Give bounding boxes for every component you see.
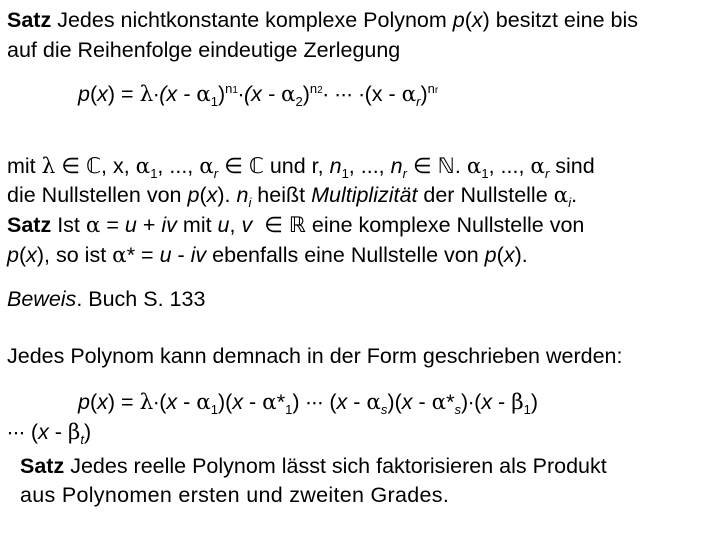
complex-set-symbol: ℂ: [248, 154, 264, 178]
theorem1-line1: Satz Jedes nichtkonstante komplexe Polynom p(x) besitzt eine bis: [7, 8, 639, 32]
subscript: s: [454, 402, 461, 417]
text: .: [454, 154, 467, 178]
text: ).: [514, 243, 528, 267]
explain-line2: die Nullstellen von p(x). $n_i$ heißt Multiplizität der Nullstelle $\alpha_i$.: [7, 183, 578, 210]
math-p: p: [452, 8, 465, 32]
alpha-symbol: α: [280, 82, 296, 107]
theorem2-line1: Satz Ist α = u + iv mit u, v ∈ ℝ eine komplexe Nullstelle von: [7, 213, 585, 238]
math-u: u: [159, 243, 172, 267]
theorem3-line2: aus Polynomen ersten und zweiten Grades.: [20, 483, 450, 507]
complex-set-symbol: ℂ: [85, 154, 101, 178]
math-p: p: [78, 390, 90, 414]
math-n: n: [236, 183, 249, 207]
ellipsis-dots: ∙∙∙: [305, 390, 324, 414]
beta-symbol: β: [511, 390, 524, 415]
alpha-symbol: α: [135, 154, 151, 179]
element-of-symbol: ∈: [61, 154, 80, 178]
text: heißt: [251, 183, 312, 207]
factor-open: (x -: [159, 82, 197, 106]
equals: ) =: [107, 82, 140, 106]
formula2-line1: $p(x) = \lambda\cdot(x - \alpha_1)(x - \alpha*_1)$ ∙∙∙ $(x - \alpha_s)(x - \alpha*_s)\cdot(x - \beta_1)$: [78, 390, 539, 417]
alpha-symbol: α: [199, 154, 214, 179]
subscript: r: [416, 94, 421, 109]
math-iv: iv: [190, 243, 207, 267]
dot-operator: ∙: [237, 82, 244, 106]
subscript: i: [568, 195, 572, 210]
subscript: s: [380, 402, 388, 417]
subscript: 2: [295, 94, 303, 109]
math-n: n: [329, 154, 342, 178]
conjugate-star: *: [126, 243, 136, 267]
subscript: r: [213, 166, 219, 181]
conjugate-star: *: [446, 390, 455, 414]
exponent: n: [225, 81, 233, 96]
lambda-symbol: λ: [139, 82, 154, 107]
formula1: $p(x) = \lambda\cdot(x - \alpha_1)^{n1}\cdot(x - \alpha_2)^{n2}\cdot$ ∙∙∙ $\cdot(x - \alpha_r)^{nr}$: [78, 81, 439, 109]
alpha-symbol: α: [262, 390, 277, 415]
ellipsis-dots: ∙∙∙: [7, 420, 25, 444]
alpha-symbol: α: [431, 390, 447, 415]
factor-open: (x -: [243, 82, 281, 106]
plus: +: [136, 213, 162, 237]
alpha-symbol: α: [401, 82, 417, 107]
theorem2-label: Satz: [7, 213, 52, 237]
math-x: x: [97, 390, 108, 414]
math-p: p: [7, 243, 19, 267]
subscript: 1: [210, 402, 218, 417]
theorem1-label: Satz: [7, 8, 52, 32]
beta-symbol: β: [67, 420, 81, 445]
alpha-symbol: α: [112, 243, 127, 268]
text: .: [571, 183, 578, 207]
alpha-symbol: α: [466, 154, 482, 179]
text: ), so ist: [36, 243, 113, 267]
math-x: x: [26, 243, 37, 267]
alpha-symbol: α: [553, 183, 569, 208]
math-n: n: [390, 154, 403, 178]
text: Jedes reelle Polynom lässt sich faktorisieren als Produkt: [64, 454, 607, 478]
text: , ...,: [348, 154, 391, 178]
text: mit: [7, 154, 42, 178]
subscript: r: [402, 166, 407, 181]
math-iv: iv: [161, 213, 177, 237]
element-of-symbol: ∈: [412, 154, 432, 178]
exponent-subscript: 1: [232, 85, 238, 96]
paren-close: ): [302, 82, 310, 106]
math-p: p: [484, 243, 497, 267]
term-multiplicity: Multiplizität: [311, 183, 418, 207]
math-v: v: [241, 213, 253, 237]
conjugate-star: *: [276, 390, 286, 414]
text: ebenfalls eine Nullstelle von: [206, 243, 485, 267]
dot-operator: ∙: [358, 82, 365, 106]
text: ).: [217, 183, 237, 207]
theorem1-text-end: ) besitzt eine bis: [482, 8, 639, 32]
math-x: x: [206, 183, 218, 207]
theorem2-line2: p(x), so ist α* = u - iv ebenfalls eine Nullstelle von p(x).: [7, 243, 528, 268]
text: , ...,: [488, 154, 531, 178]
exponent-subscript: r: [434, 85, 439, 96]
text: der Nullstelle: [417, 183, 554, 207]
subscript: 1: [523, 402, 531, 417]
theorem1-line2: auf die Reihenfolge eindeutige Zerlegung: [7, 38, 401, 62]
subscript: i: [248, 195, 252, 210]
element-of-symbol: ∈: [224, 154, 243, 178]
ellipsis-dots: ∙∙∙: [334, 82, 353, 106]
real-set-symbol: ℝ: [288, 213, 306, 237]
exponent-subscript: 2: [317, 85, 323, 96]
text: die Nullstellen von: [7, 183, 188, 207]
text: und r,: [263, 154, 330, 178]
proof-line: [7, 285, 205, 313]
math-x: x: [503, 243, 515, 267]
theorem3-label: Satz: [20, 454, 65, 478]
equals: =: [135, 243, 160, 267]
element-of-symbol: ∈: [264, 213, 283, 237]
lambda-symbol: λ: [139, 390, 154, 415]
alpha-symbol: α: [196, 82, 211, 107]
paren-close: ): [217, 82, 226, 106]
text: sind: [549, 154, 595, 178]
factor-open: (x -: [364, 82, 402, 106]
subscript: 1: [481, 166, 489, 181]
dot-operator: ∙: [153, 82, 160, 106]
theorem3-line1: [20, 452, 607, 480]
dot-operator: ∙: [322, 82, 329, 106]
subscript: 1: [341, 166, 349, 181]
text: , x,: [101, 154, 136, 178]
explain-line1: [7, 152, 595, 181]
math-u: u: [124, 213, 137, 237]
equals: ) =: [107, 390, 140, 414]
subscript: 1: [150, 166, 158, 181]
subscript: r: [544, 166, 550, 181]
factor-intro: Jedes Polynom kann demnach in der Form geschrieben werden:: [7, 344, 623, 368]
alpha-symbol: α: [85, 213, 101, 238]
dot-operator: ∙: [468, 390, 475, 414]
formula2-line2: ∙∙∙ $(x - \beta_t)$: [7, 420, 92, 447]
alpha-symbol: α: [196, 390, 211, 415]
paren-close: ): [420, 82, 428, 106]
math-p: p: [187, 183, 200, 207]
text: mit: [176, 213, 218, 237]
text: eine komplexe Nullstelle von: [305, 213, 585, 237]
theorem1-text: Jedes nichtkonstante komplexe Polynom: [51, 8, 453, 32]
dot-operator: ∙: [153, 390, 160, 414]
subscript: 1: [210, 94, 218, 109]
alpha-symbol: α: [366, 390, 381, 415]
equals: =: [100, 213, 125, 237]
exponent: n: [309, 81, 318, 96]
math-x: x: [471, 8, 483, 32]
lambda-symbol: λ: [41, 154, 56, 179]
text: , ...,: [157, 154, 200, 178]
exponent: n: [427, 81, 435, 96]
proof-label: Beweis: [7, 287, 77, 311]
subscript: t: [80, 432, 84, 447]
proof-reference: . Buch S. 133: [76, 287, 206, 311]
alpha-symbol: α: [530, 154, 545, 179]
subscript: 1: [285, 402, 293, 417]
math-x: x: [97, 82, 108, 106]
math-p: p: [78, 82, 90, 106]
text: Ist: [51, 213, 86, 237]
natural-set-symbol: ℕ: [437, 154, 455, 178]
